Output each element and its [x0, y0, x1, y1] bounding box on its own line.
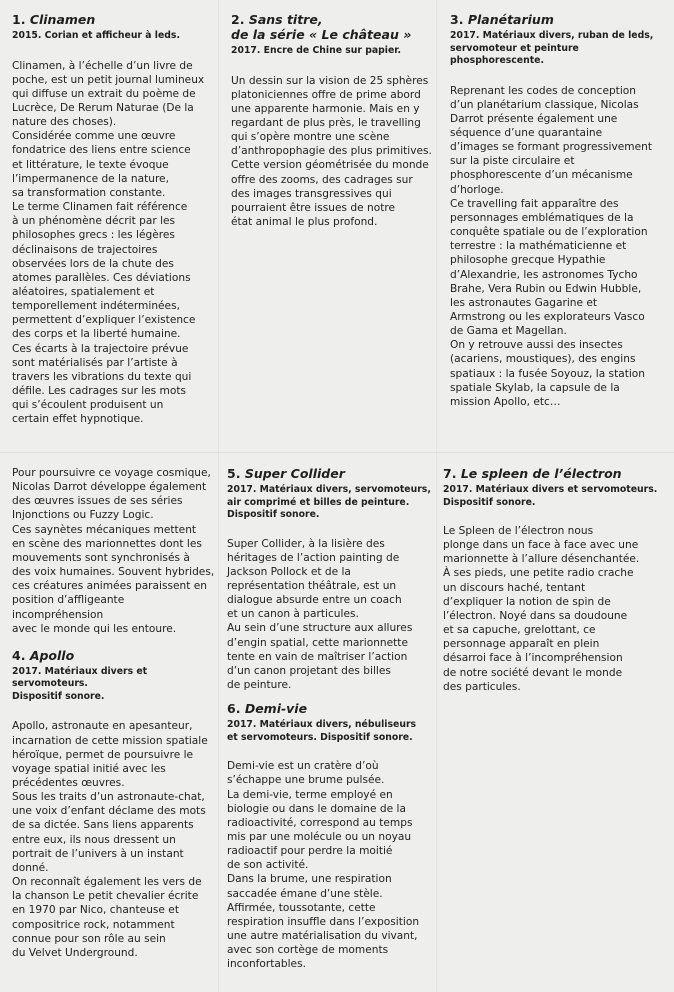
text-line: d’expliquer la notion de spin de — [443, 595, 611, 608]
text-line: Au sein d’une structure aux allures — [227, 622, 413, 635]
text-line: air comprimé et billes de peinture. — [227, 496, 410, 508]
text-line: aléatoires, spatialement et — [12, 286, 155, 298]
text-line: terrestre : la mathématicienne et — [450, 240, 627, 253]
entry-meta — [227, 719, 439, 744]
text-line: spatiale Skylab, la capsule de la — [450, 381, 620, 394]
text-line: et sa capuche, grelottant, ce — [443, 624, 596, 637]
entry-body — [231, 74, 441, 230]
text-line: Dispositif sonore. — [443, 496, 536, 508]
text-line: représentation théâtrale, est un — [227, 579, 397, 592]
text-line: connue pour son rôle au sein — [12, 932, 166, 945]
text-line: de peinture. — [227, 679, 292, 692]
text-line: l’impermanence de la nature, — [12, 172, 169, 185]
entry-title: 2. Sans titre, de la série « Le château » — [231, 12, 412, 42]
entry-body — [12, 719, 217, 960]
text-line: marionnette à l’allure désenchantée. — [443, 553, 640, 566]
text-line: Reprenant les codes de conception — [450, 84, 636, 97]
text-line: Dispositif sonore. — [12, 690, 105, 702]
text-line: de notre société devant le monde — [443, 666, 623, 679]
text-line: qui s’opère montre une scène — [231, 131, 390, 144]
text-line: platoniciennes offre de prime abord — [231, 88, 421, 101]
text-line: état animal le plus profond. — [231, 216, 378, 229]
text-line: personnage apparaît en plein — [443, 638, 600, 651]
text-line: la chanson Le petit chevalier écrite — [12, 890, 199, 903]
entry-spleen-electron — [443, 466, 668, 694]
text-line: À ses pieds, une petite radio crache — [443, 567, 634, 580]
entry-title: 5. Super Collider — [227, 466, 345, 481]
entry-apollo — [12, 466, 217, 960]
text-line: 2017. Matériaux divers et servomoteurs. — [12, 665, 148, 690]
text-line: mis par une molécule ou un noyau — [227, 831, 412, 843]
text-line: Ces écarts à la trajectoire prévue — [12, 342, 189, 355]
text-line: personnages emblématiques de la — [450, 211, 634, 224]
text-line: (acariens, moustiques), des engins — [450, 353, 636, 366]
text-line: dialogue absurde entre un coach — [227, 594, 402, 607]
entry-body — [227, 759, 439, 971]
text-line: biologie ou dans le domaine de la — [227, 802, 406, 815]
text-line: Armstrong ou les explorateurs Vasco — [450, 311, 645, 323]
text-line: Pour poursuivre ce voyage cosmique, — [12, 467, 211, 479]
text-line: des particules. — [443, 680, 521, 693]
text-line: philosophes grecs : les légères — [12, 229, 175, 242]
entry-title: 3. Planétarium — [450, 12, 554, 27]
text-line: un discours haché, tentant — [443, 581, 586, 594]
text-line: certain effet hypnotique. — [12, 413, 144, 426]
text-line: sur la piste circulaire et — [450, 155, 575, 168]
text-line: La demi-vie, terme employé en — [227, 788, 393, 801]
text-line: Affirmée, toussotante, cette — [227, 901, 376, 914]
text-line: Apollo, astronaute en apesanteur, — [12, 720, 193, 733]
text-line: position d’affligeante incompréhension — [12, 594, 125, 621]
text-line: les astronautes Gagarine et — [450, 296, 598, 309]
text-line: 2017. Matériaux divers, servomoteurs, — [227, 484, 431, 495]
text-line: avec le monde qui les entoure. — [12, 622, 177, 635]
text-line: Darrot présente également une — [450, 112, 618, 125]
text-line: d’anthropophagie des plus primitives. — [231, 145, 432, 158]
text-line: Sous les traits d’un astronaute-chat, — [12, 791, 205, 804]
text-line: Ces saynètes mécaniques mettent — [12, 523, 197, 536]
entry-meta — [450, 30, 670, 68]
entry-sans-titre — [231, 12, 441, 229]
text-line: mission Apollo, etc… — [450, 395, 561, 408]
text-line: 2017. Matériaux divers et servomoteurs. — [443, 484, 658, 495]
text-line: On reconnaît également les vers de — [12, 876, 202, 889]
text-line: Considérée comme une œuvre — [12, 130, 176, 143]
text-line: des corps et la liberté humaine. — [12, 328, 181, 341]
text-line: Nicolas Darrot développe également — [12, 481, 207, 494]
entry-meta — [12, 666, 217, 704]
entry-body — [443, 524, 668, 694]
entry-super-collider — [227, 466, 439, 972]
text-line: des voix humaines. Souvent hybrides, — [12, 566, 215, 579]
text-line: d’images se formant progressivement — [450, 141, 652, 154]
text-line: sa transformation constante. — [12, 186, 166, 199]
text-line: entre eux, ils nous dressent un — [12, 833, 176, 846]
text-line: d’horloge. — [450, 183, 504, 196]
entry-demi-vie — [227, 701, 439, 971]
text-line: mouvements sont synchronisés à — [12, 551, 190, 564]
text-line: ces créatures animées paraissent en — [12, 580, 208, 593]
entry-body — [12, 59, 217, 427]
text-line: tente en vain de maîtriser l’action — [227, 650, 408, 663]
text-line: d’engin spatial, cette marionnette — [227, 636, 408, 649]
entry-meta — [227, 484, 439, 522]
text-line: sont matérialisés par l’artiste à — [12, 356, 178, 369]
text-line: Super Collider, à la lisière des — [227, 537, 385, 550]
text-line: nature des choses). — [12, 116, 117, 129]
text-line: 2017. Matériaux divers, ruban de leds, — [450, 30, 654, 41]
entry-body — [227, 537, 439, 693]
text-line: des images transgressives qui — [231, 187, 392, 200]
text-line: Un dessin sur la vision de 25 sphères — [231, 74, 429, 87]
text-line: désarroi face à l’incompréhension — [443, 652, 623, 665]
text-line: Dispositif sonore. — [227, 509, 320, 520]
text-line: plonge dans un face à face avec une — [443, 539, 639, 552]
text-line: compositrice rock, notamment — [12, 918, 175, 931]
text-line: et un canon à particules. — [227, 608, 359, 621]
text-line: Le terme Clinamen fait référence — [12, 201, 188, 214]
text-line: radioactif pour perdre la moitié — [227, 845, 393, 858]
text-line: Clinamen, à l’échelle d’un livre de — [12, 59, 193, 72]
text-line: qui diffuse un extrait du poème de — [12, 87, 196, 100]
text-line: travers les vibrations du texte qui — [12, 370, 192, 383]
text-line: Dans la brume, une respiration — [227, 873, 392, 886]
text-line: inconfortables. — [227, 958, 306, 971]
entry-title: 1. Clinamen — [12, 12, 96, 27]
entry-planetarium — [450, 12, 670, 409]
text-line: voyage spatial initié avec les — [12, 762, 166, 775]
text-line: Cette version géométrisée du monde — [231, 159, 429, 172]
text-line: précédentes œuvres. — [12, 777, 125, 789]
entry-title: 7. Le spleen de l’électron — [443, 466, 622, 481]
text-line: en scène des marionnettes dont les — [12, 537, 202, 550]
text-line: Ce travelling fait apparaître des — [450, 197, 619, 210]
text-line: l’électron. Noyé dans sa doudoune — [443, 609, 628, 622]
text-line: conquête spatiale ou de l’exploration — [450, 226, 648, 239]
text-line: portrait de l’univers à un instant — [12, 847, 184, 860]
text-line: saccadée émane d’une stèle. — [227, 887, 383, 900]
text-line: d’un canon projetant des billes — [227, 664, 391, 677]
text-line: donné. — [12, 861, 49, 874]
text-line: de Gama et Magellan. — [450, 325, 567, 338]
text-line: observées lors de la chute des — [12, 257, 174, 270]
text-line: Lucrèce, De Rerum Naturae (De la — [12, 101, 194, 114]
text-line: et servomoteurs. Dispositif sonore. — [227, 731, 413, 743]
text-line: une voix d’enfant déclame des mots — [12, 805, 206, 818]
text-line: Jackson Pollock et de la — [227, 565, 351, 578]
text-line: pourraient être issues de notre — [231, 201, 396, 214]
text-line: et littérature, le texte évoque — [12, 158, 169, 171]
text-line: atomes parallèles. Ces déviations — [12, 271, 191, 284]
entry-meta: 2017. Encre de Chine sur papier. — [231, 45, 402, 56]
text-line: servomoteur et peinture phosphorescente. — [450, 42, 579, 66]
text-line: regardant de plus près, le travelling — [231, 116, 421, 129]
entry-title: 4. Apollo — [12, 647, 75, 663]
text-line: avec son cortège de moments — [227, 944, 389, 957]
text-line: phosphorescente d’un mécanisme — [450, 169, 633, 182]
text-line: qui s’écoulent produisent un — [12, 399, 164, 412]
text-line: permettent d’expliquer l’existence — [12, 314, 196, 327]
text-line: de sa dictée. Sans liens apparents — [12, 819, 194, 832]
text-line: du Velvet Underground. — [12, 946, 138, 959]
entry-title: 6. Demi-vie — [227, 701, 308, 717]
text-line: de son activité. — [227, 859, 309, 872]
text-line: s’échappe une brume pulsée. — [227, 774, 385, 787]
entry-clinamen — [12, 12, 217, 427]
text-line: en 1970 par Nico, chanteuse et — [12, 904, 179, 917]
text-line: philosophe grecque Hypathie — [450, 254, 606, 267]
text-line: On y retrouve aussi des insectes — [450, 339, 623, 352]
text-line: temporellement indéterminées, — [12, 300, 180, 313]
text-line: une apparente harmonie. Mais en y — [231, 102, 420, 115]
entry-meta: 2015. Corian et afficheur à leds. — [12, 30, 180, 41]
text-line: Le Spleen de l’électron nous — [443, 525, 594, 537]
text-line: Brahe, Vera Rubin ou Edwin Hubble, — [450, 282, 642, 295]
fold-crease — [0, 452, 674, 453]
text-line: incarnation de cette mission spatiale — [12, 734, 208, 747]
text-line: déclinaisons de trajectoires — [12, 243, 158, 256]
fold-crease — [218, 0, 219, 992]
text-line: héritages de l’action painting de — [227, 551, 400, 564]
text-line: radioactivité, correspond au temps — [227, 816, 413, 829]
text-line: offre des zooms, des cadrages sur — [231, 173, 413, 186]
text-line: 2017. Matériaux divers, nébuliseurs — [227, 719, 417, 731]
text-line: Demi-vie est un cratère d’où — [227, 760, 379, 773]
text-line: défile. Les cadrages sur les mots — [12, 385, 187, 398]
text-line: spatiaux : la fusée Soyouz, la station — [450, 367, 646, 380]
text-line: Injonctions ou Fuzzy Logic. — [12, 509, 154, 522]
text-line: à un phénomène décrit par les — [12, 215, 176, 228]
text-line: d’Alexandrie, les astronomes Tycho — [450, 268, 638, 281]
text-line: d’un planétarium classique, Nicolas — [450, 98, 639, 111]
entry-body — [450, 84, 670, 410]
intro-text — [12, 466, 217, 636]
text-line: respiration insuffle dans l’exposition — [227, 915, 420, 928]
text-line: séquence d’une quarantaine — [450, 126, 603, 139]
text-line: fondatrice des liens entre science — [12, 144, 191, 157]
text-line: des œuvres issues de ses séries — [12, 495, 183, 508]
entry-meta — [443, 484, 668, 509]
text-line: héroïque, permet de poursuivre le — [12, 748, 194, 761]
text-line: une autre matérialisation du vivant, — [227, 930, 418, 943]
text-line: poche, est un petit journal lumineux — [12, 73, 205, 86]
